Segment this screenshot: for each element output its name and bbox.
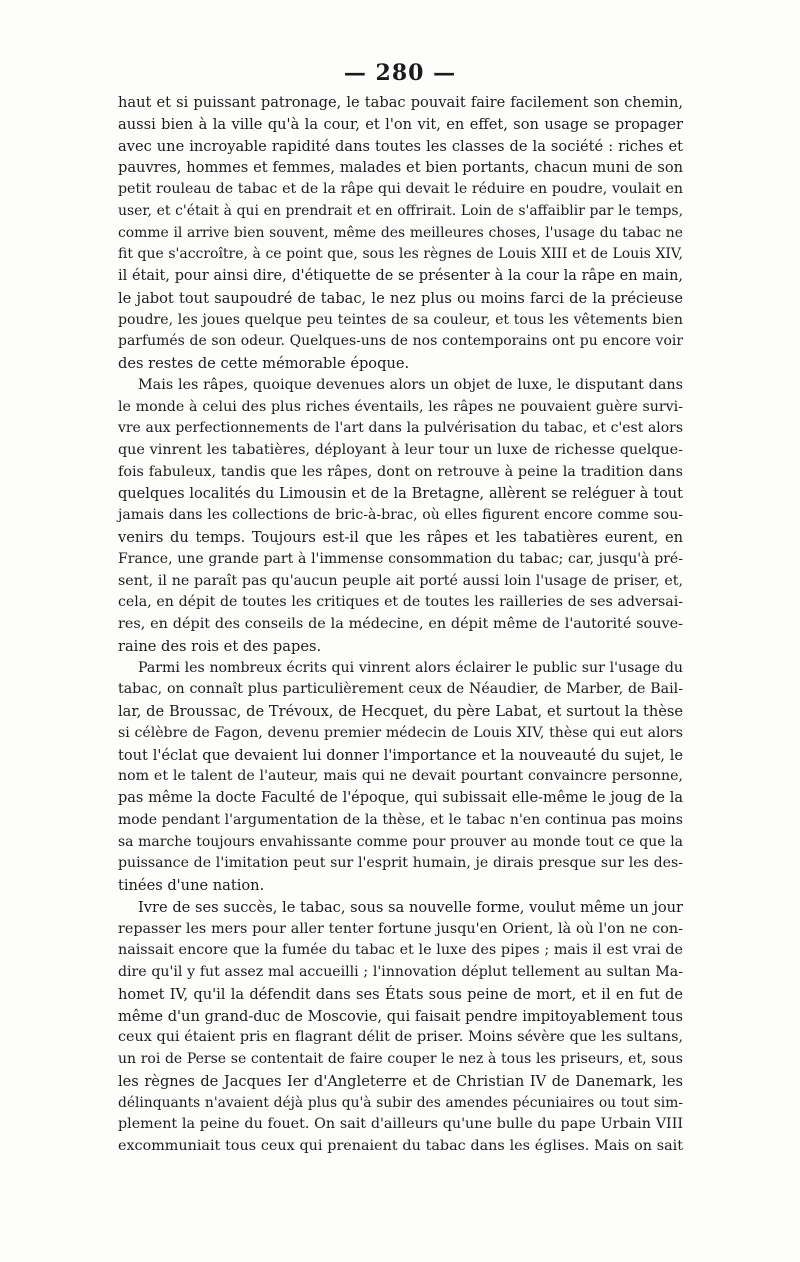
- text-line: poudre, les joues quelque peu teintes de sa couleur, et tous les vêtements bien: [118, 311, 683, 328]
- text-line: des restes de cette mémorable époque.: [118, 355, 410, 372]
- text-line: sent, il ne paraît pas qu'aucun peuple ait porté aussi loin l'usage de priser, et,: [118, 572, 683, 589]
- body-text: [118, 92, 683, 1158]
- text-line: petit rouleau de tabac et de la râpe qui devait le réduire en poudre, voulait en: [118, 181, 683, 197]
- text-line: tout l'éclat que devaient lui donner l'importance et la nouveauté du sujet, le: [118, 746, 683, 764]
- text-line: naissait encore que la fumée du tabac et le luxe des pipes ; mais il est vrai de: [118, 942, 683, 959]
- paragraph-3: [118, 658, 683, 897]
- text-line: nom et le talent de l'auteur, mais qui ne devait pourtant convaincre personne,: [118, 768, 683, 785]
- text-line: les règnes de Jacques Ier d'Angleterre et de Christian IV de Danemark, les: [118, 1072, 683, 1090]
- text-line: le monde à celui des plus riches éventails, les râpes ne pouvaient guère survi-: [118, 398, 683, 415]
- text-line: vre aux perfectionnements de l'art dans la pulvérisation du tabac, et c'est alors: [118, 420, 683, 437]
- text-line: pas même la docte Faculté de l'époque, qui subissait elle-même le joug de la: [118, 790, 683, 806]
- text-line: plement la peine du fouet. On sait d'ailleurs qu'une bulle du pape Urbain VIII: [118, 1116, 683, 1133]
- text-line: France, une grande part à l'immense consommation du tabac; car, jusqu'à pré-: [118, 550, 683, 567]
- text-line: raine des rois et des papes.: [118, 637, 322, 655]
- text-line: excommuniait tous ceux qui prenaient du tabac dans les églises. Mais on sait: [118, 1138, 683, 1154]
- text-line: homet IV, qu'il la défendit dans ses États sous peine de mort, et il en fut de: [118, 985, 683, 1003]
- text-line: comme il arrive bien souvent, même des meilleures choses, l'usage du tabac ne: [118, 224, 683, 241]
- text-line: repasser les mers pour aller tenter fortune jusqu'en Orient, là où l'on ne con-: [118, 920, 683, 937]
- text-line: res, en dépit des conseils de la médecine, en dépit même de l'autorité souve-: [118, 616, 683, 632]
- text-line: user, et c'était à qui en prendrait et en offrirait. Loin de s'affaiblir par le temps,: [118, 202, 683, 219]
- text-line: un roi de Perse se contentait de faire couper le nez à tous les priseurs, et, sous: [118, 1051, 683, 1067]
- text-line: délinquants n'avaient déjà plus qu'à subir des amendes pécuniaires ou tout sim-: [118, 1094, 683, 1111]
- text-line: haut et si puissant patronage, le tabac pouvait faire facilement son chemin,: [118, 94, 683, 111]
- text-line: lar, de Broussac, de Trévoux, de Hecquet, du père Labat, et surtout la thèse: [118, 703, 683, 720]
- text-line: ceux qui étaient pris en flagrant délit de priser. Moins sévère que les sultans,: [118, 1029, 683, 1046]
- text-line: pauvres, hommes et femmes, malades et bien portants, chacun muni de son: [118, 159, 683, 177]
- text-line: si célèbre de Fagon, devenu premier médecin de Louis XIV, thèse qui eut alors: [118, 724, 683, 741]
- text-line: quelques localités du Limousin et de la Bretagne, allèrent se reléguer à tout: [118, 485, 683, 502]
- text-line: il était, pour ainsi dire, d'étiquette de se présenter à la cour la râpe en main,: [118, 268, 683, 284]
- text-line: avec une incroyable rapidité dans toutes les classes de la société : riches et: [118, 137, 683, 155]
- text-line: le jabot tout saupoudré de tabac, le nez plus ou moins farci de la précieuse: [118, 289, 683, 307]
- text-line: Parmi les nombreux écrits qui vinrent alors éclairer le public sur l'usage du: [138, 659, 683, 676]
- text-line: Mais les râpes, quoique devenues alors un objet de luxe, le disputant dans: [138, 376, 683, 393]
- paragraph-1: [118, 92, 683, 375]
- text-line: cela, en dépit de toutes les critiques et de toutes les railleries de ses adversai-: [118, 594, 683, 611]
- text-line: sa marche toujours envahissante comme pour prouver au monde tout ce que la: [118, 833, 683, 850]
- text-line: que vinrent les tabatières, déployant à leur tour un luxe de richesse quelque-: [118, 442, 683, 458]
- paragraph-4: [118, 897, 683, 1158]
- text-line: dire qu'il y fut assez mal accueilli ; l'innovation déplut tellement au sultan Ma-: [118, 964, 683, 980]
- text-line: jamais dans les collections de bric-à-brac, où elles figurent encore comme sou-: [118, 507, 683, 524]
- text-line: fois fabuleux, tandis que les râpes, dont on retrouve à peine la tradition dans: [118, 463, 683, 480]
- text-line: tinées d'une nation.: [118, 877, 265, 894]
- text-line: puissance de l'imitation peut sur l'esprit humain, je dirais presque sur les des-: [118, 855, 683, 872]
- paragraph-2: [118, 375, 683, 658]
- text-line: tabac, on connaît plus particulièrement ceux de Néaudier, de Marber, de Bail-: [118, 681, 683, 698]
- text-line: fit que s'accroître, à ce point que, sous les règnes de Louis XIII et de Louis XIV,: [118, 246, 683, 263]
- text-line: parfumés de son odeur. Quelques-uns de nos contemporains ont pu encore voir: [118, 333, 683, 350]
- text-line: même d'un grand-duc de Moscovie, qui faisait pendre impitoyablement tous: [118, 1007, 683, 1025]
- text-line: venirs du temps. Toujours est-il que les râpes et les tabatières eurent, en: [118, 529, 683, 546]
- text-line: mode pendant l'argumentation de la thèse, et le tabac n'en continua pas moins: [118, 811, 683, 828]
- text-line: aussi bien à la ville qu'à la cour, et l'on vit, en effet, son usage se propager: [118, 115, 683, 133]
- page-number: — 280 —: [343, 60, 457, 86]
- text-line: Ivre de ses succès, le tabac, sous sa nouvelle forme, voulut même un jour: [138, 898, 683, 916]
